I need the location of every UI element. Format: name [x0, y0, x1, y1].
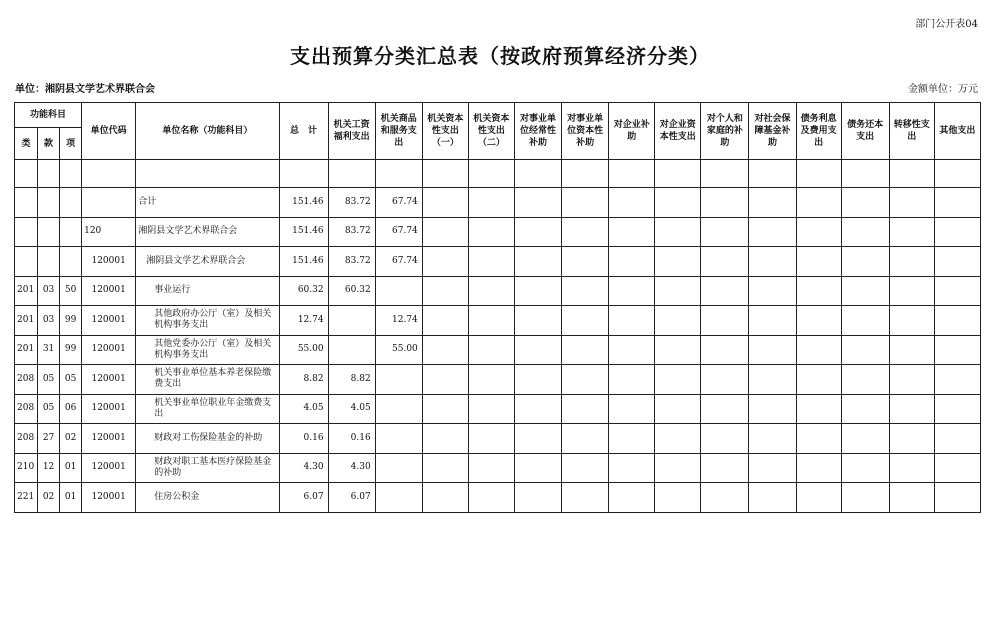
- cell-empty: [655, 247, 701, 277]
- cell-empty: [422, 483, 468, 513]
- cell-empty: [889, 424, 934, 454]
- cell-empty: [889, 276, 934, 306]
- header-unit-name: 单位名称（功能科目）: [136, 103, 279, 160]
- cell-empty: [609, 394, 655, 424]
- cell-unit-code: 120: [82, 217, 136, 247]
- cell-lei: [15, 188, 38, 218]
- cell-total: 151.46: [279, 247, 328, 277]
- table-row: [15, 394, 981, 424]
- cell-empty: [655, 188, 701, 218]
- cell-empty: [841, 335, 889, 365]
- cell-empty: [468, 217, 514, 247]
- cell-empty: [422, 453, 468, 483]
- cell-lei: 210: [15, 453, 38, 483]
- cell-empty: [934, 453, 980, 483]
- cell-goods-services: 67.74: [375, 217, 422, 247]
- cell-unit-name: 其他政府办公厅（室）及相关机构事务支出: [136, 306, 279, 336]
- cell-unit-name: 财政对工伤保险基金的补助: [136, 424, 279, 454]
- header-col: 机关工资福利支出: [328, 103, 375, 160]
- cell-empty: [889, 483, 934, 513]
- cell-empty: [701, 394, 749, 424]
- table-row: [15, 276, 981, 306]
- cell-empty: [796, 217, 841, 247]
- cell-xiang: [60, 188, 82, 218]
- cell-kuan: 31: [38, 335, 60, 365]
- cell-empty: [701, 217, 749, 247]
- header-col: 对事业单位资本性补助: [562, 103, 609, 160]
- cell-empty: [934, 335, 980, 365]
- cell-empty: [749, 394, 796, 424]
- cell-empty: [889, 335, 934, 365]
- cell-empty: [701, 365, 749, 395]
- cell-empty: [562, 217, 609, 247]
- cell-unit-name: 合计: [136, 188, 279, 218]
- cell-empty: [422, 394, 468, 424]
- cell-lei: 201: [15, 335, 38, 365]
- cell-empty: [609, 247, 655, 277]
- cell-empty: [468, 306, 514, 336]
- header-col: 转移性支出: [889, 103, 934, 160]
- cell-empty: [655, 276, 701, 306]
- table-row: [15, 306, 981, 336]
- header-col: 对个人和家庭的补助: [701, 103, 749, 160]
- cell-empty: [422, 424, 468, 454]
- cell-empty: [468, 335, 514, 365]
- cell-empty: [934, 365, 980, 395]
- cell-lei: [15, 247, 38, 277]
- cell-goods-services: [375, 483, 422, 513]
- cell-empty: [889, 217, 934, 247]
- cell-xiang: 99: [60, 335, 82, 365]
- cell-empty: [422, 217, 468, 247]
- cell-empty: [562, 188, 609, 218]
- header-total: 总 计: [279, 103, 328, 160]
- cell-total: 0.16: [279, 424, 328, 454]
- cell-empty: [514, 335, 561, 365]
- cell-empty: [841, 247, 889, 277]
- cell-empty: [609, 483, 655, 513]
- cell-empty: [796, 394, 841, 424]
- cell-empty: [796, 335, 841, 365]
- header-col: 机关资本性支出（一）: [422, 103, 468, 160]
- header-kuan: 款: [38, 128, 60, 160]
- cell-empty: [749, 424, 796, 454]
- table-row: [15, 453, 981, 483]
- cell-goods-services: 67.74: [375, 188, 422, 218]
- cell-unit-code: 120001: [82, 335, 136, 365]
- table-row: [15, 247, 981, 277]
- cell-empty: [701, 276, 749, 306]
- cell-empty: [468, 394, 514, 424]
- cell-goods-services: [375, 276, 422, 306]
- cell-wage-welfare: 60.32: [328, 276, 375, 306]
- cell-xiang: 05: [60, 365, 82, 395]
- cell-empty: [562, 453, 609, 483]
- cell-unit-name: 财政对职工基本医疗保险基金的补助: [136, 453, 279, 483]
- cell-empty: [468, 365, 514, 395]
- header-func-subject: 功能科目: [15, 103, 82, 128]
- cell-wage-welfare: 83.72: [328, 217, 375, 247]
- cell-empty: [655, 217, 701, 247]
- cell-total: 60.32: [279, 276, 328, 306]
- unit-name-label: 单位：湘阴县文学艺术界联合会: [15, 84, 155, 95]
- cell-empty: [796, 276, 841, 306]
- cell-wage-welfare: 4.05: [328, 394, 375, 424]
- cell-empty: [749, 453, 796, 483]
- cell-xiang: 50: [60, 276, 82, 306]
- header-unit-code: 单位代码: [82, 103, 136, 160]
- header-col: 债务利息及费用支出: [796, 103, 841, 160]
- cell-unit-name: 机关事业单位基本养老保险缴费支出: [136, 365, 279, 395]
- cell-kuan: 05: [38, 394, 60, 424]
- cell-empty: [562, 247, 609, 277]
- cell-empty: [514, 188, 561, 218]
- cell-lei: 201: [15, 276, 38, 306]
- cell-empty: [609, 217, 655, 247]
- cell-empty: [934, 483, 980, 513]
- cell-empty: [796, 365, 841, 395]
- expenditure-table: [14, 102, 981, 513]
- cell-unit-code: [82, 188, 136, 218]
- cell-unit-name: 事业运行: [136, 276, 279, 306]
- cell-empty: [841, 276, 889, 306]
- cell-empty: [562, 394, 609, 424]
- header-col: 对企业资本性支出: [655, 103, 701, 160]
- table-row: [15, 217, 981, 247]
- cell-xiang: [60, 247, 82, 277]
- cell-empty: [934, 188, 980, 218]
- cell-empty: [889, 394, 934, 424]
- cell-unit-code: 120001: [82, 306, 136, 336]
- cell-empty: [796, 483, 841, 513]
- cell-empty: [889, 365, 934, 395]
- cell-empty: [655, 365, 701, 395]
- header-lei: 类: [15, 128, 38, 160]
- cell-empty: [796, 424, 841, 454]
- cell-empty: [749, 247, 796, 277]
- cell-empty: [468, 247, 514, 277]
- cell-empty: [701, 335, 749, 365]
- table-row: [15, 483, 981, 513]
- cell-lei: 208: [15, 424, 38, 454]
- cell-empty: [841, 394, 889, 424]
- table-row: [15, 335, 981, 365]
- cell-kuan: 03: [38, 306, 60, 336]
- header-col: 其他支出: [934, 103, 980, 160]
- cell-kuan: [38, 247, 60, 277]
- cell-empty: [749, 306, 796, 336]
- cell-empty: [655, 453, 701, 483]
- cell-total: 8.82: [279, 365, 328, 395]
- cell-empty: [701, 453, 749, 483]
- cell-empty: [514, 217, 561, 247]
- table-row: [15, 188, 981, 218]
- cell-empty: [609, 276, 655, 306]
- cell-empty: [889, 453, 934, 483]
- cell-unit-code: 120001: [82, 483, 136, 513]
- cell-wage-welfare: 4.30: [328, 453, 375, 483]
- cell-empty: [934, 276, 980, 306]
- cell-empty: [468, 188, 514, 218]
- cell-goods-services: 55.00: [375, 335, 422, 365]
- cell-empty: [934, 424, 980, 454]
- cell-empty: [514, 276, 561, 306]
- cell-goods-services: 67.74: [375, 247, 422, 277]
- cell-empty: [514, 306, 561, 336]
- cell-unit-code: 120001: [82, 365, 136, 395]
- cell-empty: [422, 188, 468, 218]
- cell-empty: [934, 306, 980, 336]
- cell-lei: [15, 217, 38, 247]
- cell-empty: [796, 453, 841, 483]
- cell-empty: [609, 365, 655, 395]
- cell-empty: [934, 217, 980, 247]
- page-title: 支出预算分类汇总表（按政府预算经济分类）: [290, 44, 710, 68]
- cell-total: 6.07: [279, 483, 328, 513]
- cell-empty: [749, 365, 796, 395]
- header-col: 机关商品和服务支出: [375, 103, 422, 160]
- cell-kuan: 03: [38, 276, 60, 306]
- cell-empty: [468, 276, 514, 306]
- cell-empty: [422, 276, 468, 306]
- header-col: 债务还本支出: [841, 103, 889, 160]
- cell-empty: [701, 424, 749, 454]
- cell-empty: [841, 453, 889, 483]
- cell-wage-welfare: [328, 335, 375, 365]
- cell-empty: [889, 188, 934, 218]
- cell-total: 151.46: [279, 188, 328, 218]
- table-number-label: 部门公开表04: [915, 19, 978, 30]
- cell-empty: [841, 365, 889, 395]
- cell-empty: [422, 365, 468, 395]
- header-col: 对企业补助: [609, 103, 655, 160]
- cell-empty: [514, 394, 561, 424]
- cell-empty: [655, 394, 701, 424]
- cell-unit-code: 120001: [82, 394, 136, 424]
- cell-empty: [468, 483, 514, 513]
- header-xiang: 项: [60, 128, 82, 160]
- cell-unit-name: 机关事业单位职业年金缴费支出: [136, 394, 279, 424]
- cell-wage-welfare: [328, 306, 375, 336]
- cell-empty: [514, 247, 561, 277]
- cell-empty: [749, 335, 796, 365]
- cell-goods-services: [375, 424, 422, 454]
- cell-empty: [562, 483, 609, 513]
- header-col: 对事业单位经常性补助: [514, 103, 561, 160]
- cell-total: 4.30: [279, 453, 328, 483]
- cell-empty: [609, 424, 655, 454]
- cell-empty: [841, 217, 889, 247]
- cell-lei: 221: [15, 483, 38, 513]
- cell-xiang: [60, 217, 82, 247]
- table-row-spacer: [15, 160, 981, 188]
- cell-goods-services: [375, 365, 422, 395]
- cell-kuan: 12: [38, 453, 60, 483]
- cell-empty: [841, 424, 889, 454]
- cell-empty: [609, 306, 655, 336]
- cell-wage-welfare: 0.16: [328, 424, 375, 454]
- cell-total: 55.00: [279, 335, 328, 365]
- cell-empty: [468, 453, 514, 483]
- cell-empty: [701, 483, 749, 513]
- cell-unit-name: 住房公积金: [136, 483, 279, 513]
- cell-wage-welfare: 83.72: [328, 188, 375, 218]
- cell-empty: [609, 453, 655, 483]
- cell-wage-welfare: 8.82: [328, 365, 375, 395]
- cell-empty: [701, 306, 749, 336]
- header-col: 机关资本性支出（二）: [468, 103, 514, 160]
- cell-empty: [796, 188, 841, 218]
- cell-kuan: 02: [38, 483, 60, 513]
- cell-goods-services: 12.74: [375, 306, 422, 336]
- cell-wage-welfare: 6.07: [328, 483, 375, 513]
- cell-goods-services: [375, 453, 422, 483]
- cell-unit-code: 120001: [82, 453, 136, 483]
- cell-empty: [562, 335, 609, 365]
- cell-unit-name: 湘阴县文学艺术界联合会: [136, 247, 279, 277]
- cell-empty: [422, 335, 468, 365]
- cell-empty: [889, 247, 934, 277]
- cell-empty: [934, 247, 980, 277]
- cell-unit-code: 120001: [82, 276, 136, 306]
- cell-empty: [562, 306, 609, 336]
- cell-empty: [422, 306, 468, 336]
- cell-xiang: 02: [60, 424, 82, 454]
- cell-empty: [422, 247, 468, 277]
- cell-wage-welfare: 83.72: [328, 247, 375, 277]
- cell-empty: [562, 424, 609, 454]
- cell-empty: [562, 276, 609, 306]
- cell-lei: 201: [15, 306, 38, 336]
- cell-empty: [841, 188, 889, 218]
- header-col: 对社会保障基金补助: [749, 103, 796, 160]
- cell-empty: [934, 394, 980, 424]
- cell-empty: [468, 424, 514, 454]
- cell-total: 12.74: [279, 306, 328, 336]
- cell-kuan: 05: [38, 365, 60, 395]
- cell-unit-name: 其他党委办公厅（室）及相关机构事务支出: [136, 335, 279, 365]
- cell-empty: [514, 424, 561, 454]
- cell-empty: [514, 483, 561, 513]
- cell-empty: [609, 188, 655, 218]
- cell-empty: [701, 247, 749, 277]
- cell-empty: [514, 365, 561, 395]
- cell-unit-name: 湘阴县文学艺术界联合会: [136, 217, 279, 247]
- cell-empty: [609, 335, 655, 365]
- cell-empty: [655, 483, 701, 513]
- cell-xiang: 01: [60, 483, 82, 513]
- cell-lei: 208: [15, 394, 38, 424]
- cell-xiang: 99: [60, 306, 82, 336]
- cell-empty: [655, 424, 701, 454]
- cell-empty: [701, 188, 749, 218]
- cell-empty: [655, 335, 701, 365]
- table-body: [15, 160, 981, 513]
- cell-total: 4.05: [279, 394, 328, 424]
- cell-lei: 208: [15, 365, 38, 395]
- cell-kuan: [38, 188, 60, 218]
- cell-kuan: [38, 217, 60, 247]
- cell-empty: [514, 453, 561, 483]
- cell-empty: [749, 188, 796, 218]
- cell-empty: [889, 306, 934, 336]
- cell-unit-code: 120001: [82, 424, 136, 454]
- cell-xiang: 06: [60, 394, 82, 424]
- cell-empty: [796, 247, 841, 277]
- table-row: [15, 365, 981, 395]
- cell-xiang: 01: [60, 453, 82, 483]
- cell-empty: [655, 306, 701, 336]
- cell-empty: [562, 365, 609, 395]
- cell-empty: [749, 483, 796, 513]
- cell-unit-code: 120001: [82, 247, 136, 277]
- cell-goods-services: [375, 394, 422, 424]
- cell-empty: [841, 306, 889, 336]
- cell-total: 151.46: [279, 217, 328, 247]
- cell-empty: [841, 483, 889, 513]
- currency-unit-label: 金额单位：万元: [908, 84, 978, 95]
- cell-empty: [749, 276, 796, 306]
- cell-empty: [796, 306, 841, 336]
- cell-kuan: 27: [38, 424, 60, 454]
- table-row: [15, 424, 981, 454]
- cell-empty: [749, 217, 796, 247]
